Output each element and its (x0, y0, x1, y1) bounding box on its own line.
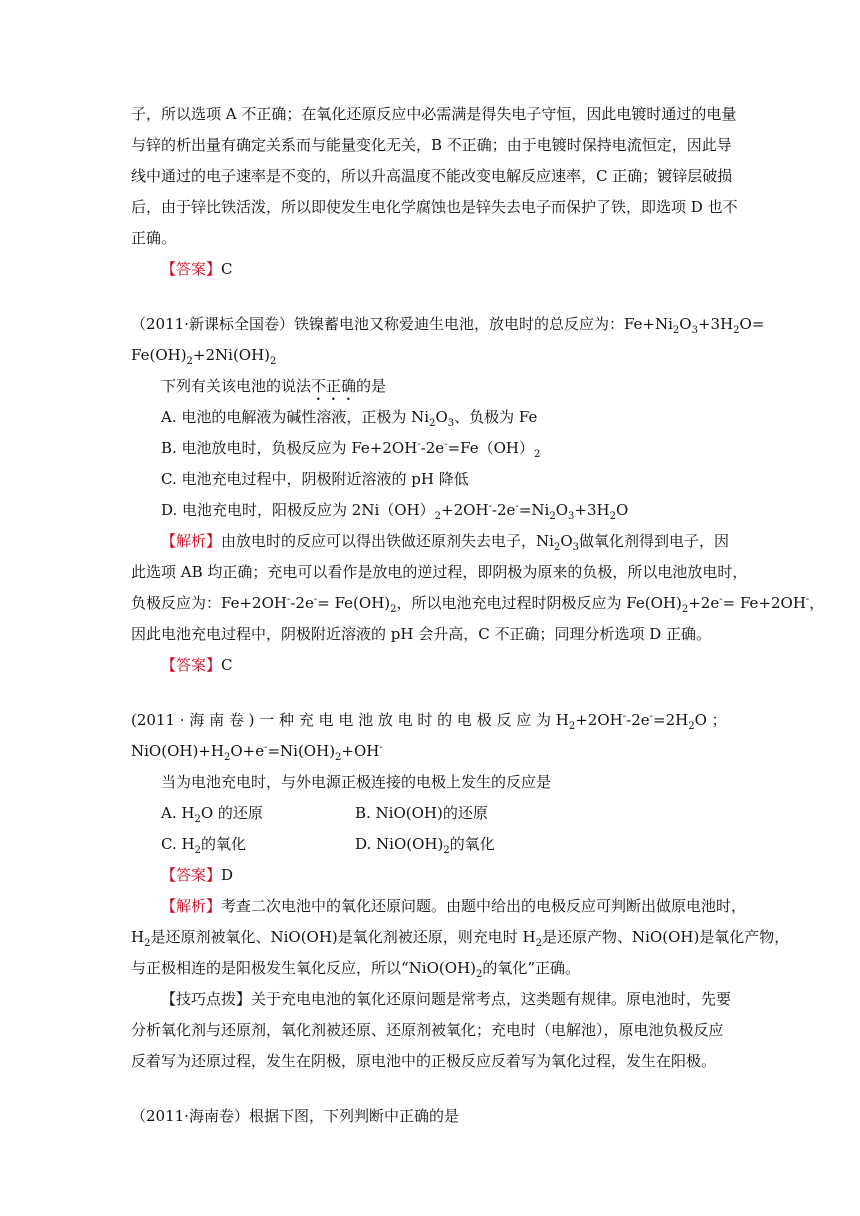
option-d: D. 电池充电时，阳极反应为 $2Ni(OH)_2+2OH^--2e^-=Ni_2O_3+3H_2O$ (161, 501, 629, 522)
paragraph-line: 子，所以选项 A 不正确；在氧化还原反应中必需满是得失电子守恒，因此电镀时通过的电量 (131, 105, 737, 123)
analysis-line: 此选项 AB 均正确；充电可以看作是放电的逆过程，即阴极为原来的负极，所以电池放电时， (131, 563, 748, 581)
answer-tag: 【答案】 (161, 260, 222, 278)
analysis-line: 因此电池充电过程中，阴极附近溶液的 pH 会升高，C 不正确；同理分析选项 D 正确。 (131, 625, 712, 643)
analysis-line: 【解析】考查二次电池中的氧化还原问题。由题中给出的电极反应可判断出做原电池时， (161, 897, 747, 915)
tip-line: 分析氧化剂与还原剂，氧化剂被还原、还原剂被氧化；充电时（电解池），原电池负极反应 (131, 1021, 724, 1039)
paragraph-line: 与锌的析出量有确定关系而与能量变化无关，B 不正确；由于电镀时保持电流恒定，因此导 (131, 136, 732, 154)
answer-tag: 【答案】 (161, 866, 222, 884)
analysis-line: 与正极相连的是阳极发生氧化反应，所以“$NiO(OH)_2$的氧化”正确。 (131, 959, 581, 980)
option-d: D. $NiO(OH)_2$的氧化 (355, 835, 495, 856)
analysis-line: 负极反应为：$Fe+2OH^--2e^-= Fe(OH)_2$，所以电池充电过程时阴极反应为 $Fe(OH)_2+2e^-= Fe+2OH^-$， (131, 594, 825, 615)
option-c: C. $H_2$的氧化 (161, 835, 246, 856)
analysis-tag: 【解析】 (161, 532, 222, 550)
option-b: B. NiO(OH)的还原 (355, 804, 488, 822)
answer-value: C (221, 656, 233, 674)
paragraph-line: 后，由于锌比铁活泼，所以即使发生电化学腐蚀也是锌失去电子而保护了铁，即选项 D 也不 (131, 198, 738, 216)
answer-line (161, 655, 233, 675)
option-b: B. 电池放电时，负极反应为 $Fe+2OH^--2e^-=Fe(OH)_2$ (161, 439, 541, 460)
answer-value: C (221, 260, 233, 278)
analysis-tag: 【解析】 (161, 897, 222, 915)
question-prompt: 当为电池充电时，与外电源正极连接的电极上发生的反应是 (161, 773, 552, 791)
tip-line: 反着写为还原过程，发生在阴极，原电池中的正极反应反着写为氧化过程，发生在阳极。 (131, 1052, 717, 1070)
answer-tag: 【答案】 (161, 656, 222, 674)
question-header-cont: $Fe(OH)_2+2Ni(OH)_2$ (131, 346, 277, 367)
paragraph-line: 正确。 (131, 229, 177, 247)
question-prompt: 下列有关该电池的说法不正确的是 (161, 377, 387, 395)
question-header: （2011·新课标全国卷）铁镍蓄电池又称爱迪生电池，放电时的总反应为：$Fe+Ni_2O_3+3H_2O=$ (131, 315, 765, 336)
answer-line (161, 865, 233, 885)
answer-line (161, 259, 233, 279)
emphasis-text: 不正确 (311, 377, 357, 395)
option-a: A. 电池的电解液为碱性溶液，正极为 $Ni_2O_3$、负极为 Fe (161, 408, 538, 429)
question-header-cont: $NiO(OH)+H_2O+e^-=Ni(OH)_2+OH^-$ (131, 742, 383, 763)
option-c: C. 电池充电过程中，阴极附近溶液的 pH 降低 (161, 470, 469, 488)
option-a: A. $H_2O$ 的还原 (161, 804, 263, 825)
paragraph-line: 线中通过的电子速率是不变的，所以升高温度不能改变电解反应速率，C 正确；镀锌层破损 (131, 167, 733, 185)
analysis-line: 【解析】由放电时的反应可以得出铁做还原剂失去电子，$Ni_2O_3$做氧化剂得到电子，因 (161, 532, 730, 553)
tip-tag: 【技巧点拨】 (161, 990, 252, 1008)
question-header: （2011·海南卷）根据下图，下列判断中正确的是 (131, 1107, 459, 1125)
analysis-line: $H_2$是还原剂被氧化、NiO(OH)是氧化剂被还原，则充电时 $H_2$是还原产物、NiO(OH)是氧化产物， (131, 928, 790, 949)
question-header: (2011 · 海 南 卷 ) 一 种 充 电 电 池 放 电 时 的 电 极 反 应 为 $H_2+2OH^--2e^-=2H_2O$ ； (131, 711, 727, 732)
tip-line: 【技巧点拨】关于充电电池的氧化还原问题是常考点，这类题有规律。原电池时，先要 (161, 990, 732, 1008)
answer-value: D (221, 866, 234, 884)
